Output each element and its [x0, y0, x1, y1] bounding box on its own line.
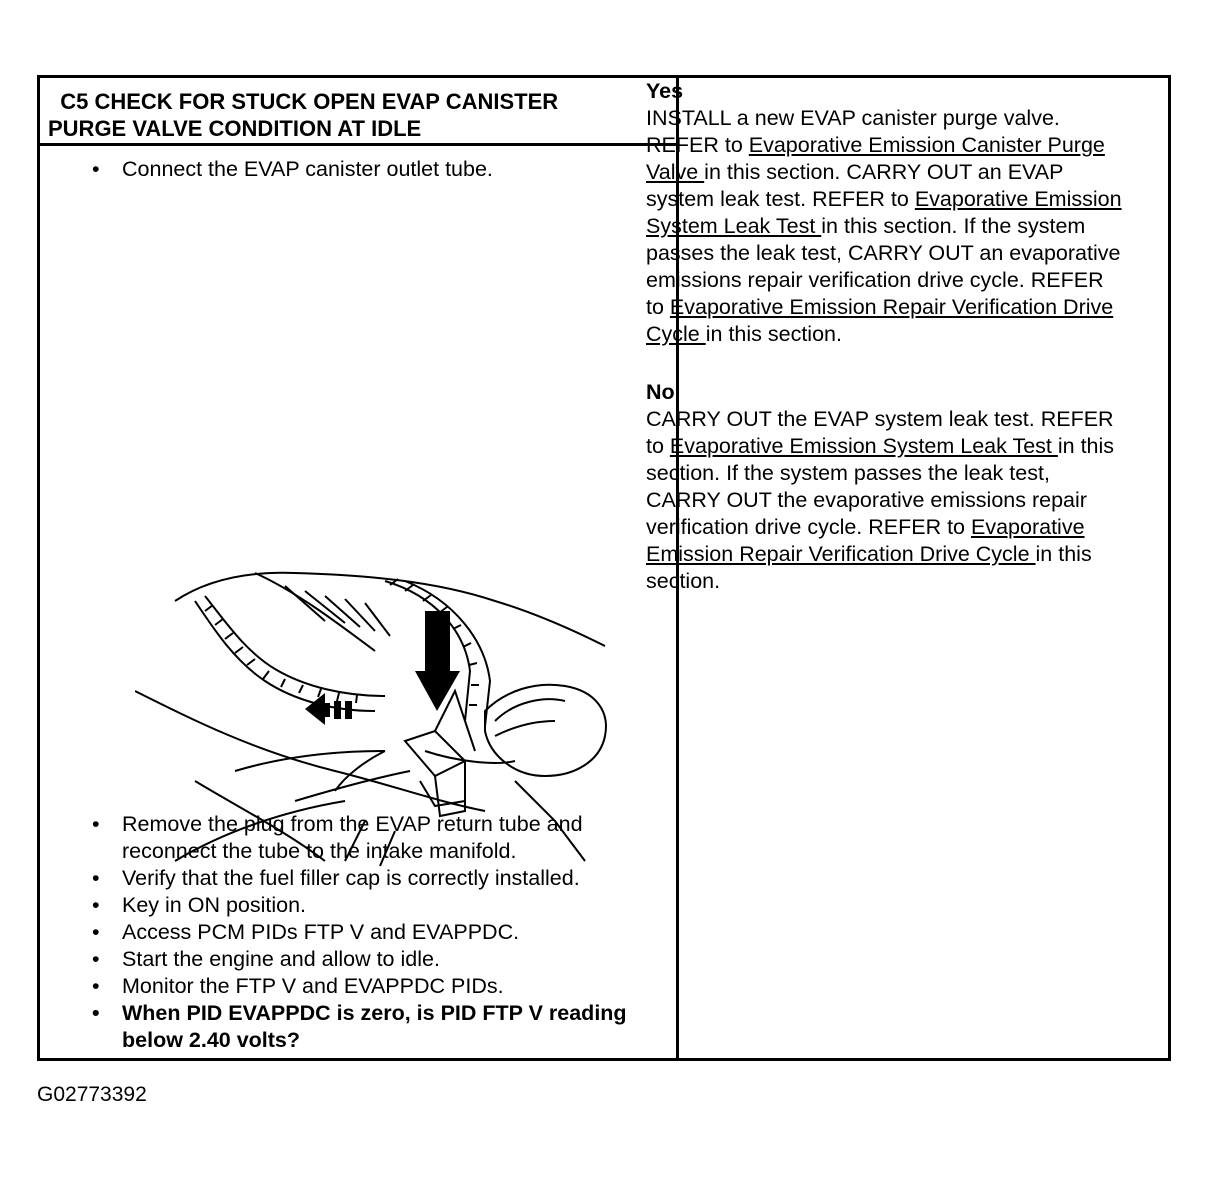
- step-item: • Start the engine and allow to idle.: [92, 946, 662, 973]
- step-item: • Key in ON position.: [92, 892, 662, 919]
- step-title-cell: [40, 78, 676, 146]
- step-item: • Access PCM PIDs FTP V and EVAPPDC.: [92, 919, 662, 946]
- steps-list-top: [92, 156, 662, 183]
- link-repair-verification-drive-cycle[interactable]: Evaporative Emission Repair Verification Drive Cycle: [646, 295, 1114, 346]
- answer-text: CARRY OUT the EVAP system leak test. REFER to: [646, 407, 1114, 458]
- answer-text: in this section.: [705, 322, 842, 346]
- step-title: C5 CHECK FOR STUCK OPEN EVAP CANISTER PURGE VALVE CONDITION AT IDLE: [48, 89, 559, 141]
- answer-yes-label: Yes: [646, 79, 684, 103]
- answer-no-text: [646, 406, 1126, 595]
- answer-text: INSTALL a new EVAP canister purge valve. REFER to: [646, 106, 1060, 157]
- link-canister-purge-valve[interactable]: Evaporative Emission Canister Purge Valve: [646, 133, 1105, 184]
- answer-text: in this section. If the system passes the leak test, CARRY OUT the evaporative emissions repair verification drive cycle. REFER to: [646, 434, 1115, 539]
- action-cell: [40, 146, 676, 1058]
- answer-text: in this section. CARRY OUT an EVAP system leak test. REFER to: [646, 160, 1064, 211]
- answer-no-block: [646, 379, 1126, 595]
- answer-yes-block: [646, 78, 1126, 348]
- answer-text: in this section.: [646, 542, 1092, 593]
- step-item: • Verify that the fuel filler cap is correctly installed.: [92, 865, 662, 892]
- step-item: • Monitor the FTP V and EVAPPDC PIDs.: [92, 973, 662, 1000]
- steps-list-bottom: [92, 811, 662, 1054]
- step-item: • Connect the EVAP canister outlet tube.: [92, 156, 662, 183]
- step-item: • Remove the plug from the EVAP return tube and reconnect the tube to the intake manifold.: [92, 811, 662, 865]
- figure-id: G02773392: [37, 1083, 147, 1106]
- answer-no-label: No: [646, 380, 675, 404]
- link-leak-test[interactable]: Evaporative Emission System Leak Test: [646, 187, 1122, 238]
- step-question: • When PID EVAPPDC is zero, is PID FTP V reading below 2.40 volts?: [92, 1000, 662, 1054]
- link-leak-test[interactable]: Evaporative Emission System Leak Test: [669, 434, 1058, 458]
- link-repair-verification-drive-cycle[interactable]: Evaporative Emission Repair Verification Drive Cycle: [646, 515, 1085, 566]
- answer-yes-text: [646, 105, 1126, 348]
- answer-text: in this section. If the system passes the leak test, CARRY OUT an evaporative emissions repair verification drive cycle. REFER to: [646, 214, 1121, 319]
- result-cell: [646, 78, 1126, 595]
